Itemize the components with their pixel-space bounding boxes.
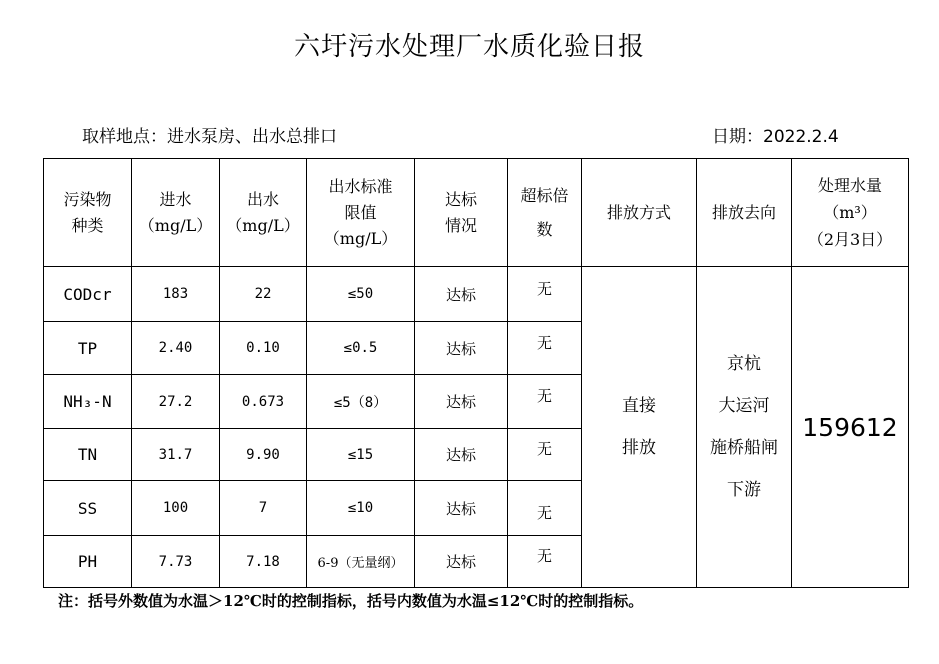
discharge-dest-cell: 京杭 大运河 施桥船闸 下游 — [697, 267, 792, 588]
limit-value: 6-9（无量纲） — [307, 536, 415, 588]
exceed-value: 无 — [508, 267, 582, 322]
limit-value: ≤15 — [307, 429, 415, 481]
limit-value: ≤0.5 — [307, 322, 415, 375]
discharge-method-cell: 直接 排放 — [582, 267, 697, 588]
pollutant-name: NH₃-N — [44, 375, 132, 429]
header-limit: 出水标准 限值 （mg/L） — [307, 159, 415, 267]
header-row — [44, 159, 909, 267]
header-inflow: 进水 （mg/L） — [132, 159, 220, 267]
inflow-value: 27.2 — [132, 375, 220, 429]
header-discharge-method: 排放方式 — [582, 159, 697, 267]
header-outflow: 出水 （mg/L） — [220, 159, 307, 267]
pollutant-name: CODcr — [44, 267, 132, 322]
exceed-value: 无 — [508, 481, 582, 536]
limit-value: ≤50 — [307, 267, 415, 322]
treated-volume: 159612 — [792, 267, 909, 588]
outflow-value: 0.10 — [220, 322, 307, 375]
outflow-value: 7 — [220, 481, 307, 536]
exceed-value: 无 — [508, 429, 582, 481]
status-value: 达标 — [415, 267, 508, 322]
status-value: 达标 — [415, 429, 508, 481]
outflow-value: 7.18 — [220, 536, 307, 588]
status-value: 达标 — [415, 375, 508, 429]
outflow-value: 0.673 — [220, 375, 307, 429]
exceed-value: 无 — [508, 536, 582, 588]
header-volume: 处理水量 （m³） （2月3日） — [792, 159, 909, 267]
limit-value: ≤5（8） — [307, 375, 415, 429]
pollutant-name: SS — [44, 481, 132, 536]
inflow-value: 100 — [132, 481, 220, 536]
report-title: 六圩污水处理厂水质化验日报 — [293, 32, 645, 62]
status-value: 达标 — [415, 322, 508, 375]
status-value: 达标 — [415, 481, 508, 536]
header-exceed: 超标倍 数 — [508, 159, 582, 267]
footnote: 注：括号外数值为水温＞12℃时的控制指标，括号内数值为水温≤12℃时的控制指标。 — [58, 592, 644, 610]
report-date: 日期：2022.2.4 — [712, 127, 839, 147]
limit-value: ≤10 — [307, 481, 415, 536]
header-discharge-dest: 排放去向 — [697, 159, 792, 267]
header-pollutant: 污染物 种类 — [44, 159, 132, 267]
sampling-site: 取样地点：进水泵房、出水总排口 — [82, 127, 337, 147]
pollutant-name: PH — [44, 536, 132, 588]
water-quality-table — [43, 158, 909, 588]
header-status: 达标 情况 — [415, 159, 508, 267]
outflow-value: 9.90 — [220, 429, 307, 481]
table-row — [44, 267, 909, 322]
inflow-value: 31.7 — [132, 429, 220, 481]
pollutant-name: TP — [44, 322, 132, 375]
exceed-value: 无 — [508, 322, 582, 375]
pollutant-name: TN — [44, 429, 132, 481]
outflow-value: 22 — [220, 267, 307, 322]
inflow-value: 2.40 — [132, 322, 220, 375]
exceed-value: 无 — [508, 375, 582, 429]
status-value: 达标 — [415, 536, 508, 588]
inflow-value: 183 — [132, 267, 220, 322]
inflow-value: 7.73 — [132, 536, 220, 588]
